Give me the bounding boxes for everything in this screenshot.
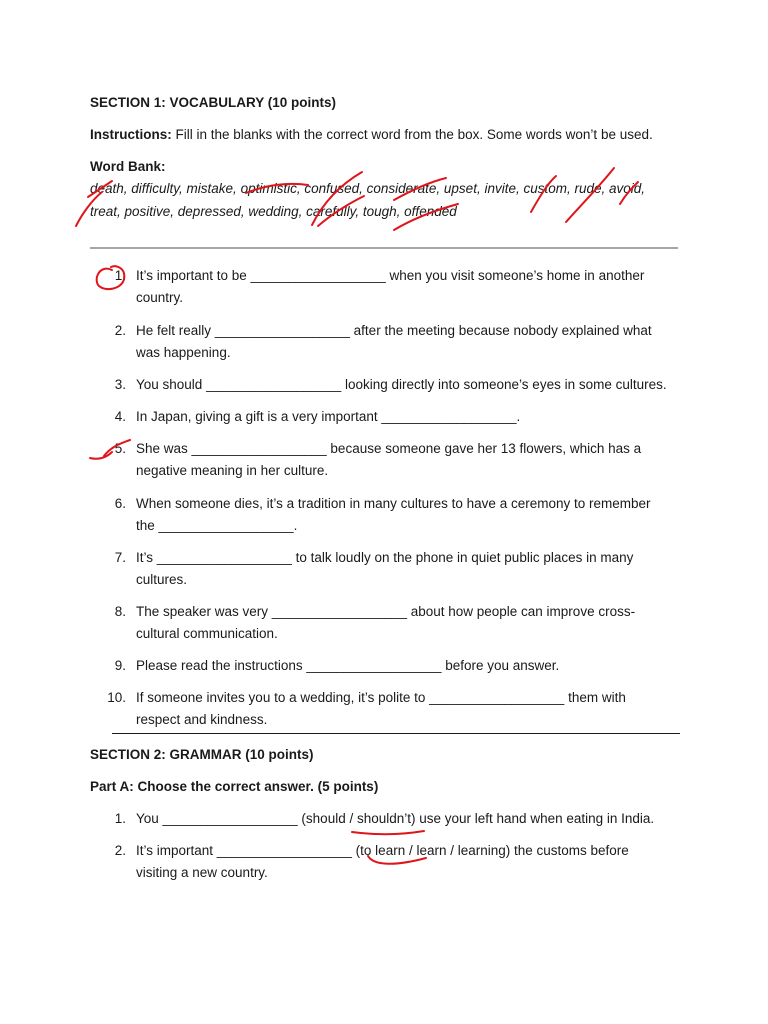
word-bank-line-2: treat, positive, depressed, wedding, carefully, tough, offended (90, 204, 457, 219)
question-number: 5. (114, 441, 126, 456)
question-text-continued: visiting a new country. (136, 865, 268, 880)
part-a-heading: Part A: Choose the correct answer. (5 points) (90, 779, 379, 794)
section-divider (90, 247, 678, 249)
question-text: It’s important to be __________________ when you visit someone’s home in another (136, 268, 645, 283)
underline-shouldnt-mark (352, 831, 424, 834)
question-text-continued: country. (136, 290, 184, 305)
question-number: 3. (114, 377, 126, 392)
question-number: 2. (114, 323, 126, 338)
instructions-label: Instructions: (90, 127, 172, 142)
question-number: 2. (114, 843, 126, 858)
question-text-continued: cultures. (136, 572, 188, 587)
question-text-continued: cultural communication. (136, 626, 278, 641)
question-text: You should __________________ looking directly into someone’s eyes in some cultures. (136, 377, 667, 392)
question-text: You __________________ (should / shouldn’t) use your left hand when eating in India. (136, 811, 655, 826)
question-text: He felt really __________________ after the meeting because nobody explained what (136, 323, 652, 338)
question-text: The speaker was very __________________ about how people can improve cross- (136, 604, 636, 619)
question-text: Please read the instructions __________________ before you answer. (136, 658, 560, 673)
instructions (90, 127, 653, 142)
question-text: When someone dies, it’s a tradition in many cultures to have a ceremony to remember (136, 496, 651, 511)
question-number: 10. (107, 690, 126, 705)
question-number: 1. (114, 268, 126, 283)
question-text: If someone invites you to a wedding, it’s polite to __________________ them with (136, 690, 626, 705)
question-number: 7. (114, 550, 126, 565)
question-number: 4. (114, 409, 126, 424)
question-text: It’s important __________________ (to learn / learn / learning) the customs before (136, 843, 629, 858)
word-bank-label: Word Bank: (90, 159, 166, 174)
question-text-continued: respect and kindness. (136, 712, 268, 727)
question-text-continued: the __________________. (136, 518, 298, 533)
question-number: 6. (114, 496, 126, 511)
question-text-continued: negative meaning in her culture. (136, 463, 329, 478)
section1-title: SECTION 1: VOCABULARY (10 points) (90, 95, 337, 110)
question-number: 1. (114, 811, 126, 826)
question-text: She was __________________ because someone gave her 13 flowers, which has a (136, 441, 642, 456)
question-number: 8. (114, 604, 126, 619)
section-separator (112, 733, 680, 734)
word-bank-line-1: death, difficulty, mistake, optimistic, confused, considerate, upset, invite, custom, rude, avoid, (90, 181, 646, 196)
section2-title: SECTION 2: GRAMMAR (10 points) (90, 747, 314, 762)
question-text: In Japan, giving a gift is a very important __________________. (136, 409, 521, 424)
question-text: It’s __________________ to talk loudly on the phone in quiet public places in many (136, 550, 634, 565)
question-number: 9. (114, 658, 126, 673)
question-text-continued: was happening. (136, 345, 231, 360)
instructions-text: Fill in the blanks with the correct word from the box. Some words won’t be used. (171, 127, 653, 142)
